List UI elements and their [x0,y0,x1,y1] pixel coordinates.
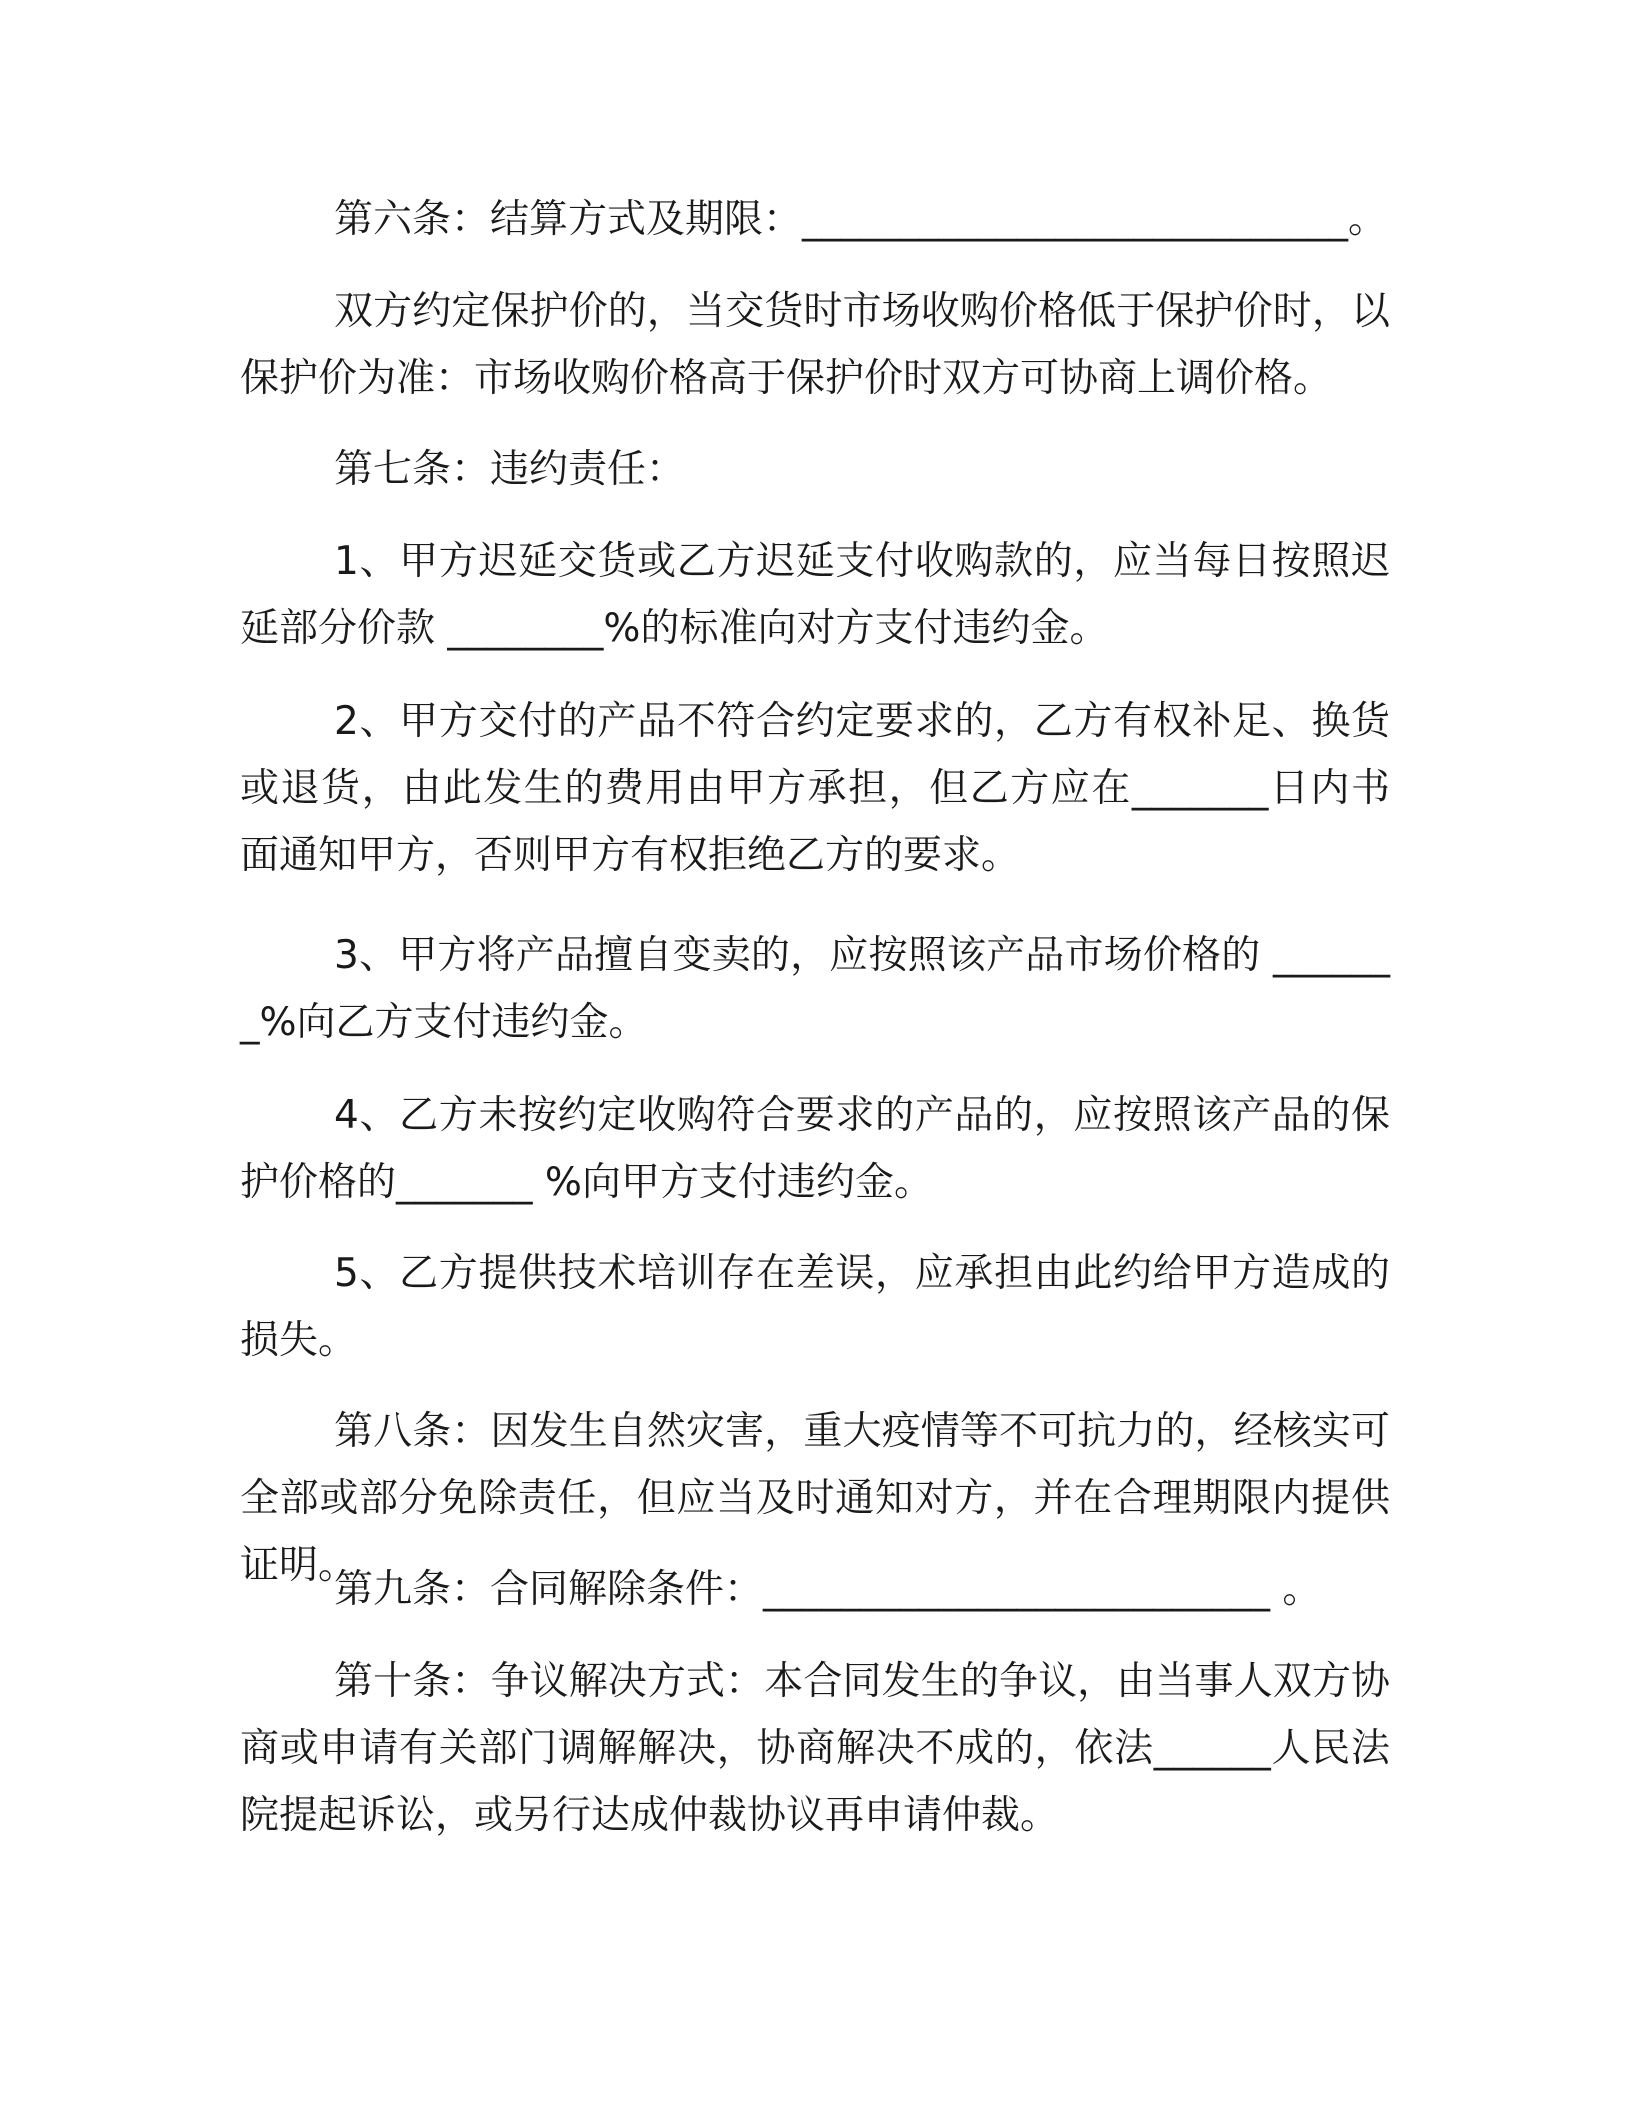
article-6-settlement: 第六条：结算方式及期限：____________________________。 [334,197,1388,242]
protection-price-clause: 双方约定保护价的，当交货时市场收购价格低于保护价时，以保护价为准：市场收购价格高于保护价时双方可协商上调价格。 [240,289,1390,401]
article-8-force-majeure: 第八条：因发生自然灾害，重大疫情等不可抗力的，经核实可全部或部分免除责任，但应当及时通知对方，并在合理期限内提供证明。 [240,1409,1390,1588]
article-10-dispute-resolution: 第十条：争议解决方式：本合同发生的争议，由当事人双方协商或申请有关部门调解解决，协商解决不成的，依法______人民法院提起诉讼，或另行达成仲裁协议再申请仲裁。 [240,1659,1390,1838]
liability-item-2: 2、甲方交付的产品不符合约定要求的，乙方有权补足、换货或退货，由此发生的费用由甲方承担，但乙方应在_______日内书面通知甲方，否则甲方有权拒绝乙方的要求。 [240,699,1390,878]
liability-item-5: 5、乙方提供技术培训存在差误，应承担由此约给甲方造成的损失。 [240,1251,1390,1363]
article-7-heading: 第七条：违约责任： [334,447,686,492]
article-9-termination: 第九条：合同解除条件：__________________________ 。 [334,1567,1322,1612]
liability-item-4: 4、乙方未按约定收购符合要求的产品的，应按照该产品的保护价格的_______ %向甲方支付违约金。 [240,1093,1390,1205]
liability-item-1: 1、甲方迟延交货或乙方迟延支付收购款的，应当每日按照迟延部分价款 ________%的标准向对方支付违约金。 [240,539,1390,651]
liability-item-3: 3、甲方将产品擅自变卖的，应按照该产品市场价格的 _______%向乙方支付违约金。 [240,933,1390,1045]
